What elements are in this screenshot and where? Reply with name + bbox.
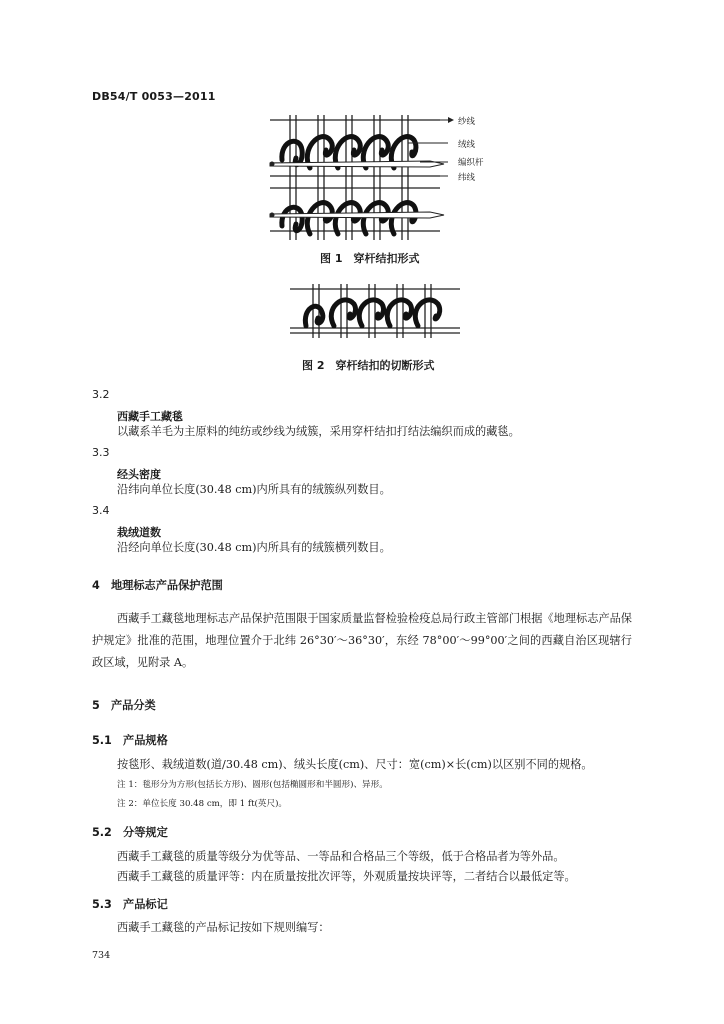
standard-code-header: DB54/T 0053—2011 xyxy=(92,90,216,103)
section-5-1-note-2: 注 2：单位长度 30.48 cm，即 1 ft(英尺)。 xyxy=(117,799,288,809)
figure-1-caption: 图 1 穿杆结扣形式 xyxy=(320,252,420,265)
term-definition: 以藏系羊毛为主原料的纯纺或纱线为绒簇，采用穿杆结扣打结法编织而成的藏毯。 xyxy=(117,425,520,438)
figure-1-label-rod: 编织杆 xyxy=(458,158,484,168)
term-number: 3.3 xyxy=(92,446,110,459)
figure-2-caption: 图 2 穿杆结扣的切断形式 xyxy=(302,359,435,372)
section-5-1-text: 按毯形、栽绒道数(道/30.48 cm)、绒头长度(cm)、尺寸：宽(cm)×长(cm)以区别不同的规格。 xyxy=(117,758,593,771)
figure-2-diagram xyxy=(0,0,724,360)
section-4-paragraph: 西藏手工藏毯地理标志产品保护范围限于国家质量监督检验检疫总局行政主管部门根据《地理标志产品保护规定》批准的范围，地理位置介于北纬 26°30′～36°30′，东经 78°00′～99°00′之间的西藏自治区现辖行政区域，见附录 A。 xyxy=(92,612,632,669)
section-5-2-line-1: 西藏手工藏毯的质量等级分为优等品、一等品和合格品三个等级，低于合格品者为等外品。 xyxy=(117,850,565,863)
term-title: 西藏手工藏毯 xyxy=(117,410,183,423)
section-4-heading: 4 地理标志产品保护范围 xyxy=(92,579,223,592)
section-5-2-line-2: 西藏手工藏毯的质量评等：内在质量按批次评等，外观质量按块评等，二者结合以最低定等。 xyxy=(117,870,576,883)
page-number: 734 xyxy=(92,950,111,961)
section-5-2-heading: 5.2 分等规定 xyxy=(92,826,168,839)
term-title: 栽绒道数 xyxy=(117,526,161,539)
term-number: 3.2 xyxy=(92,388,110,401)
section-5-1-heading: 5.1 产品规格 xyxy=(92,734,168,747)
figure-1-label-pile: 绒线 xyxy=(458,140,476,150)
section-5-heading: 5 产品分类 xyxy=(92,699,156,712)
figure-1-label-weft: 纬线 xyxy=(458,173,476,183)
section-5-3-heading: 5.3 产品标记 xyxy=(92,898,168,911)
term-title: 经头密度 xyxy=(117,468,161,481)
term-definition: 沿经向单位长度(30.48 cm)内所具有的绒簇横列数目。 xyxy=(117,541,391,554)
figure-1-label-yarn: 纱线 xyxy=(458,117,476,127)
term-number: 3.4 xyxy=(92,504,110,517)
section-5-1-note-1: 注 1：毯形分为方形(包括长方形)、圆形(包括椭圆形和半圆形)、异形。 xyxy=(117,780,388,790)
section-5-3-text: 西藏手工藏毯的产品标记按如下规则编写： xyxy=(117,921,330,934)
term-definition: 沿纬向单位长度(30.48 cm)内所具有的绒簇纵列数目。 xyxy=(117,483,391,496)
